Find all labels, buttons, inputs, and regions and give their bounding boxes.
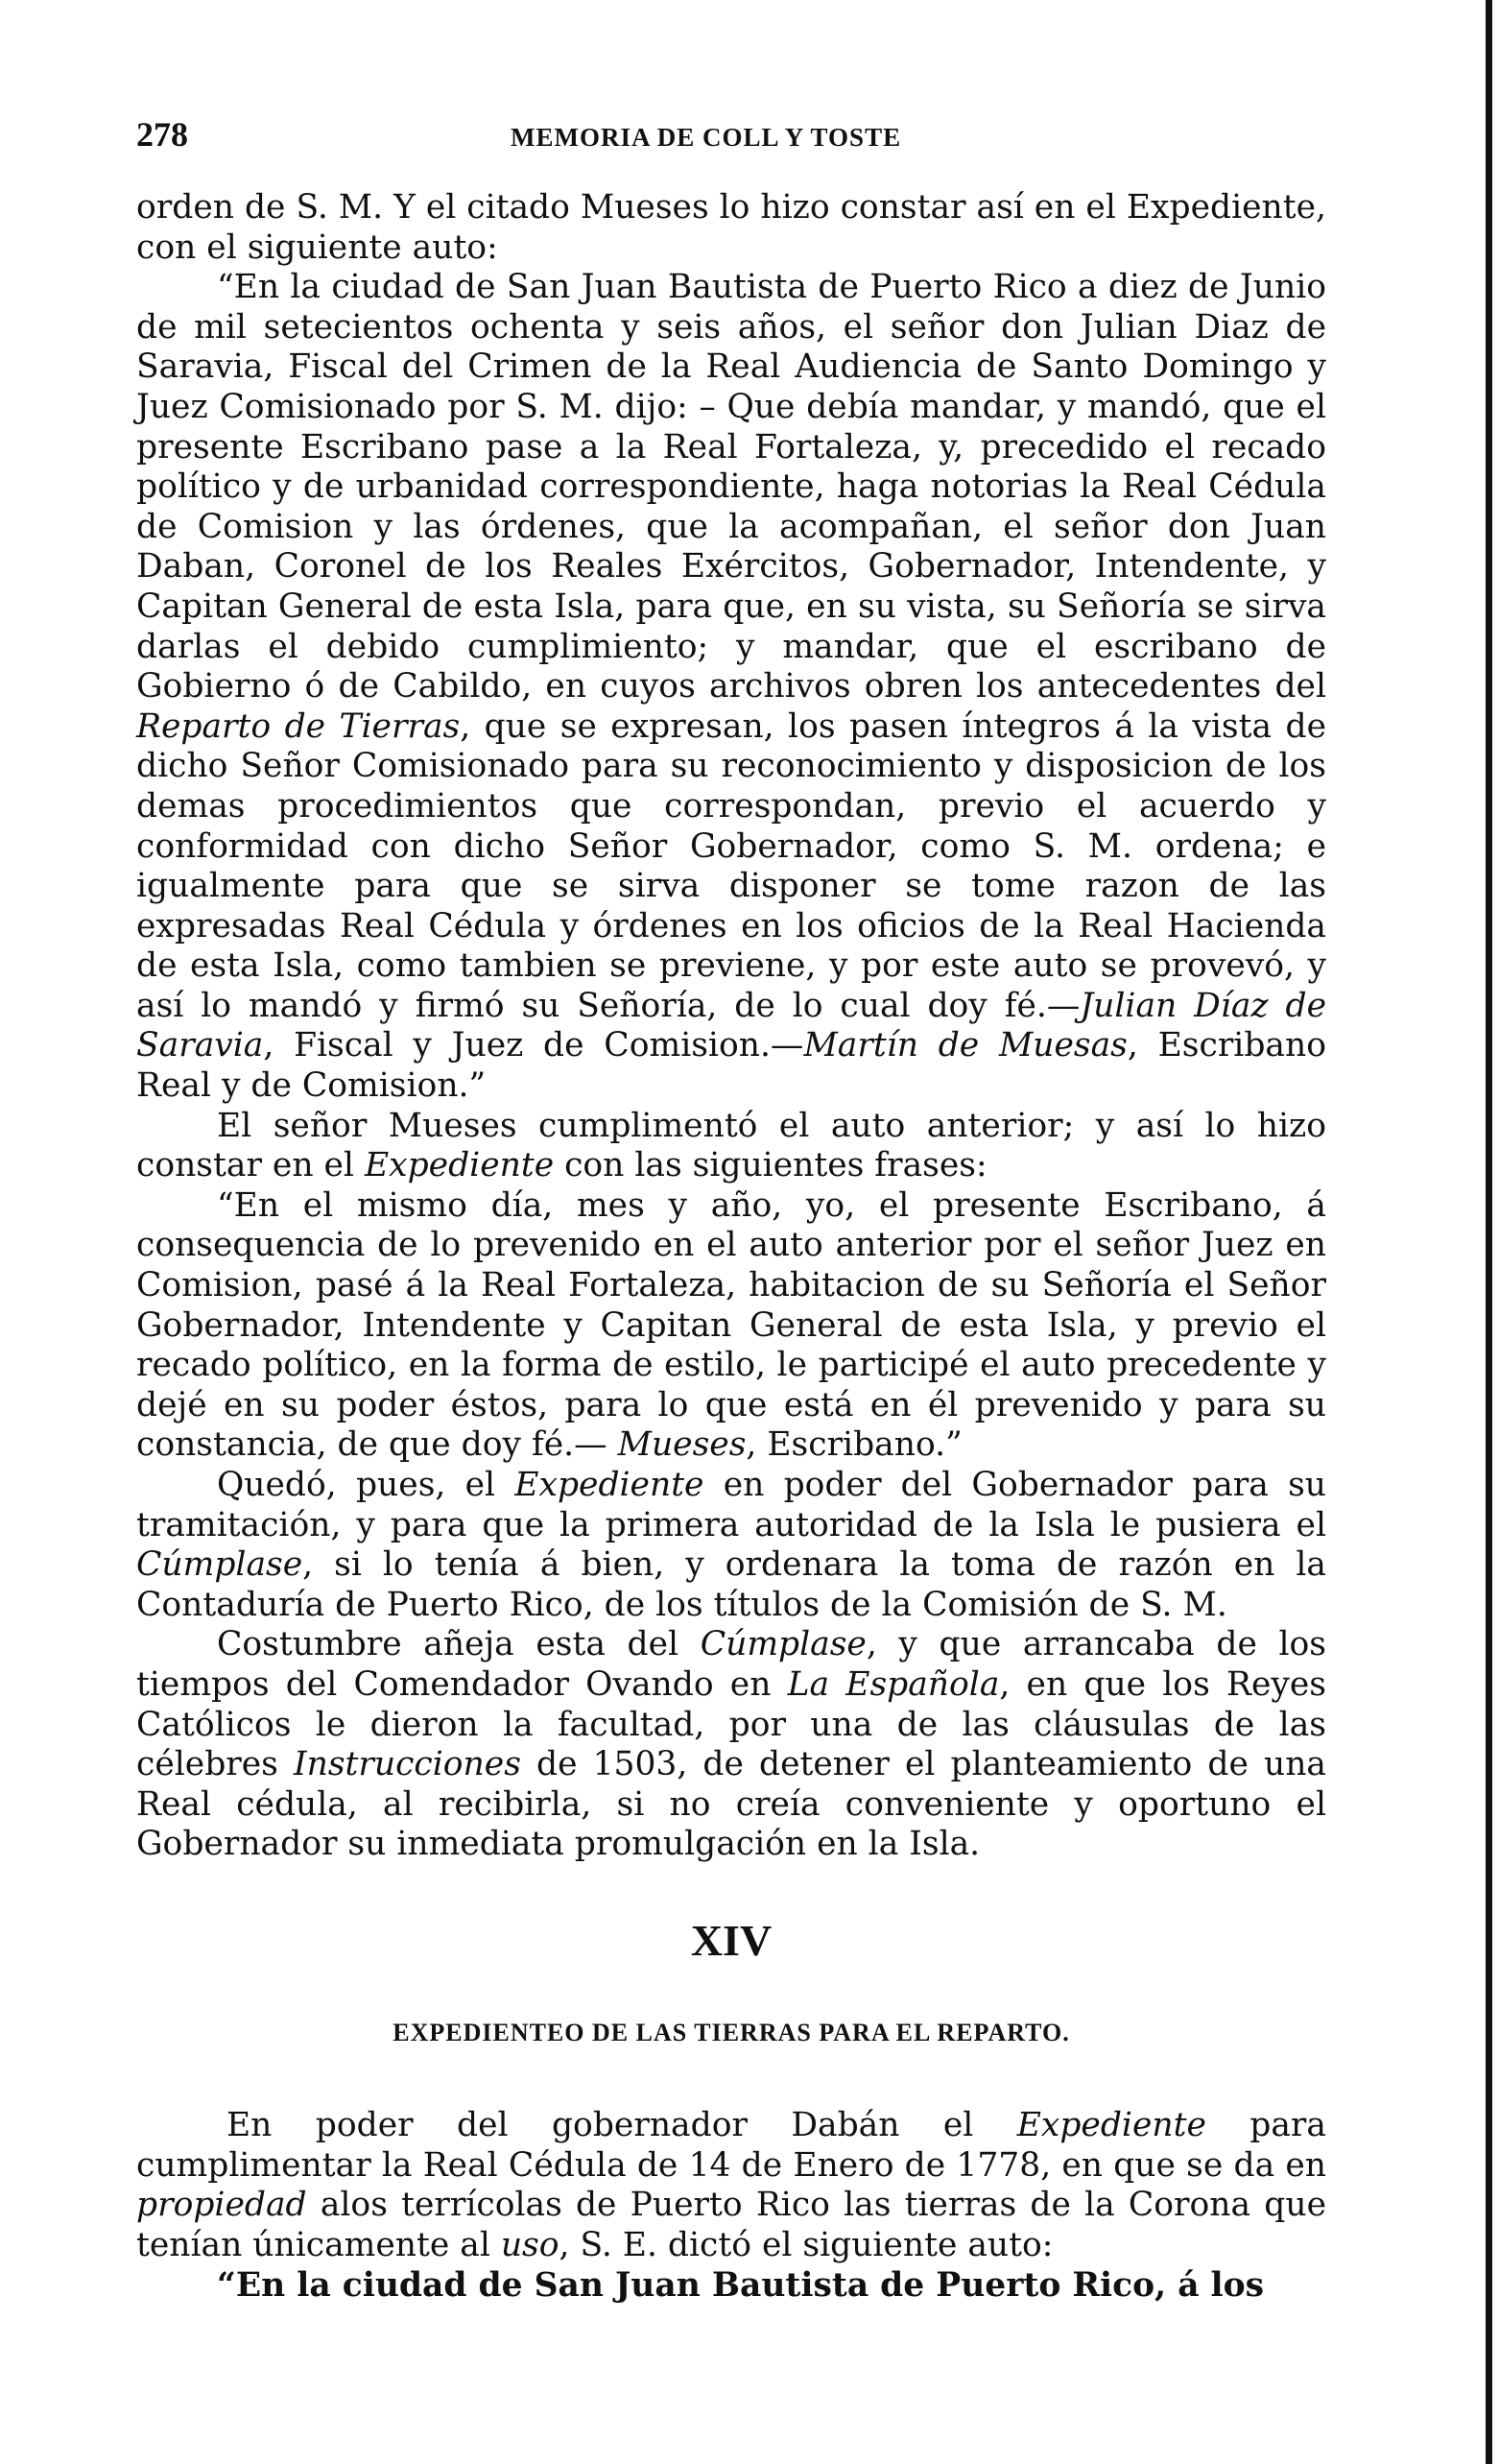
italic-run: propiedad (136, 2186, 307, 2225)
italic-run: Julian Díaz de Saravia (136, 986, 1326, 1065)
text-run: , y que arrancaba de los tiempos del Comendador Ovando en (136, 1625, 1326, 1704)
paragraph-cumplase-custom (136, 1625, 1326, 1865)
italic-run: Reparto de Tierras (136, 706, 461, 746)
paragraph-escribano-quote (136, 1186, 1326, 1466)
text-run: de 1503, de detener el planteamiento de una Real cédula, al recibirla, si no creía conveniente y oportuno el Gobernador su inmediata promulgación en la Isla. (136, 1745, 1327, 1864)
italic-run: Cúmplase (700, 1625, 867, 1664)
italic-run: Expediente (1016, 2106, 1206, 2145)
paragraph-final-line: “En la ciudad de San Juan Bautista de Puerto Rico, á los (217, 2265, 1265, 2305)
running-head: MEMORIA DE COLL Y TOSTE (511, 123, 902, 152)
page-number: 278 (136, 115, 188, 154)
text-run: , S. E. dictó el siguiente auto: (559, 2225, 1054, 2264)
italic-run: Mueses (617, 1425, 747, 1465)
text-run: En poder del gobernador Dabán el (226, 2106, 1017, 2145)
section-numeral: XIV (690, 1915, 773, 1965)
text-run: en poder del Gobernador para su tramitación, y para que la primera autoridad de la Isla le pusiera el (136, 1466, 1326, 1544)
text-run: Costumbre añeja esta del (217, 1625, 701, 1664)
italic-run: Instrucciones (293, 1745, 521, 1784)
text-run: , si lo tenía á bien, y ordenara la toma de razón en la Contaduría de Puerto Rico, de los títulos de la Comisión de S. M. (136, 1545, 1326, 1624)
text-run: , Escribano Real y de Comision.” (136, 1026, 1326, 1106)
text-run: El señor Mueses cumplimentó el auto anterior; y así lo hizo constar en el (136, 1106, 1326, 1185)
paragraph-continuation: orden de S. M. Y el citado Mueses lo hizo constar así en el Expediente, con el siguiente auto: (136, 188, 1326, 267)
text-run: alos terrícolas de Puerto Rico las tierras de la Corona que tenían únicamente al (136, 2186, 1326, 2264)
text-run: para cumplimentar la Real Cédula de 14 de Enero de 1778, en que se da en (136, 2106, 1326, 2185)
paragraph-daban-expediente (136, 2106, 1326, 2265)
italic-run: La Española (787, 1664, 1000, 1704)
paragraph-mueses-compliance (136, 1107, 1326, 1186)
text-run: , en que los Reyes Católicos le dieron la facultad, por una de las cláusulas de las célebres (136, 1664, 1326, 1784)
section-title: EXPEDIENTEO DE LAS TIERRAS PARA EL REPARTO. (393, 2018, 1070, 2046)
page-edge-shadow (1486, 0, 1492, 2464)
text-run: , Fiscal y Juez de Comision.— (263, 1026, 804, 1065)
text-run: , que se expresan, los pasen íntegros á la vista de dicho Señor Comisionado para su reconocimiento y disposicion de los demas procedimientos que correspondan, previo el acuerdo y conformidad con dicho Señor Gobernador, como S. M. ordena; e igualmente para que se sirva disponer se tome razon de las expresadas Real Cédula y órdenes en los oficios de la Real Hacienda de esta Isla, como tambien se previene, y por este auto se provevó, y así lo mandó y firmó su Señoría, de lo cual doy fé.— (136, 706, 1326, 1025)
italic-run: Expediente (364, 1146, 555, 1185)
italic-run: Cúmplase (136, 1545, 303, 1585)
text-run: Quedó, pues, el (217, 1466, 515, 1504)
page-header (136, 115, 1326, 169)
italic-run: uso (500, 2225, 559, 2264)
italic-run: Expediente (514, 1466, 704, 1504)
text-run: con las siguientes frases: (554, 1146, 987, 1185)
paragraph-auto-quote (136, 268, 1326, 1106)
italic-run: Martín de Muesas (803, 1026, 1128, 1065)
text-run: “En la ciudad de San Juan Bautista de Puerto Rico a diez de Junio de mil setecientos ochenta y seis años, el señor don Julian Diaz de Saravia, Fiscal del Crimen de la Real Audiencia de Santo Domingo y Juez Comisionado por S. M. dijo: – Que debía mandar, y mandó, que el presente Escribano pase a la Real Fortaleza, y, precedido el recado político y de urbanidad correspondiente, haga notorias la Real Cédula de Comision y las órdenes, que la acompañan, el señor don Juan Daban, Coronel de los Reales Exércitos, Gobernador, Intendente, y Capitan General de esta Isla, para que, en su vista, su Señoría se sirva darlas el debido cumplimiento; y mandar, que el escribano de Gobierno ó de Cabildo, en cuyos archivos obren los antecedentes del (136, 268, 1326, 706)
text-run: “En el mismo día, mes y año, yo, el presente Escribano, á consequencia de lo prevenido en el auto anterior por el señor Juez en Comision, pasé á la Real Fortaleza, habitacion de su Señoría el Señor Gobernador, Intendente y Capitan General de esta Isla, y previo el recado político, en la forma de estilo, le participé el auto precedente y dejé en su poder éstos, para lo que está en él prevenido y para su constancia, de que doy fé.— (136, 1185, 1326, 1465)
paragraph-expediente-tramitacion (136, 1466, 1326, 1625)
text-column (136, 115, 1326, 2306)
text-run: , Escribano.” (746, 1425, 963, 1465)
